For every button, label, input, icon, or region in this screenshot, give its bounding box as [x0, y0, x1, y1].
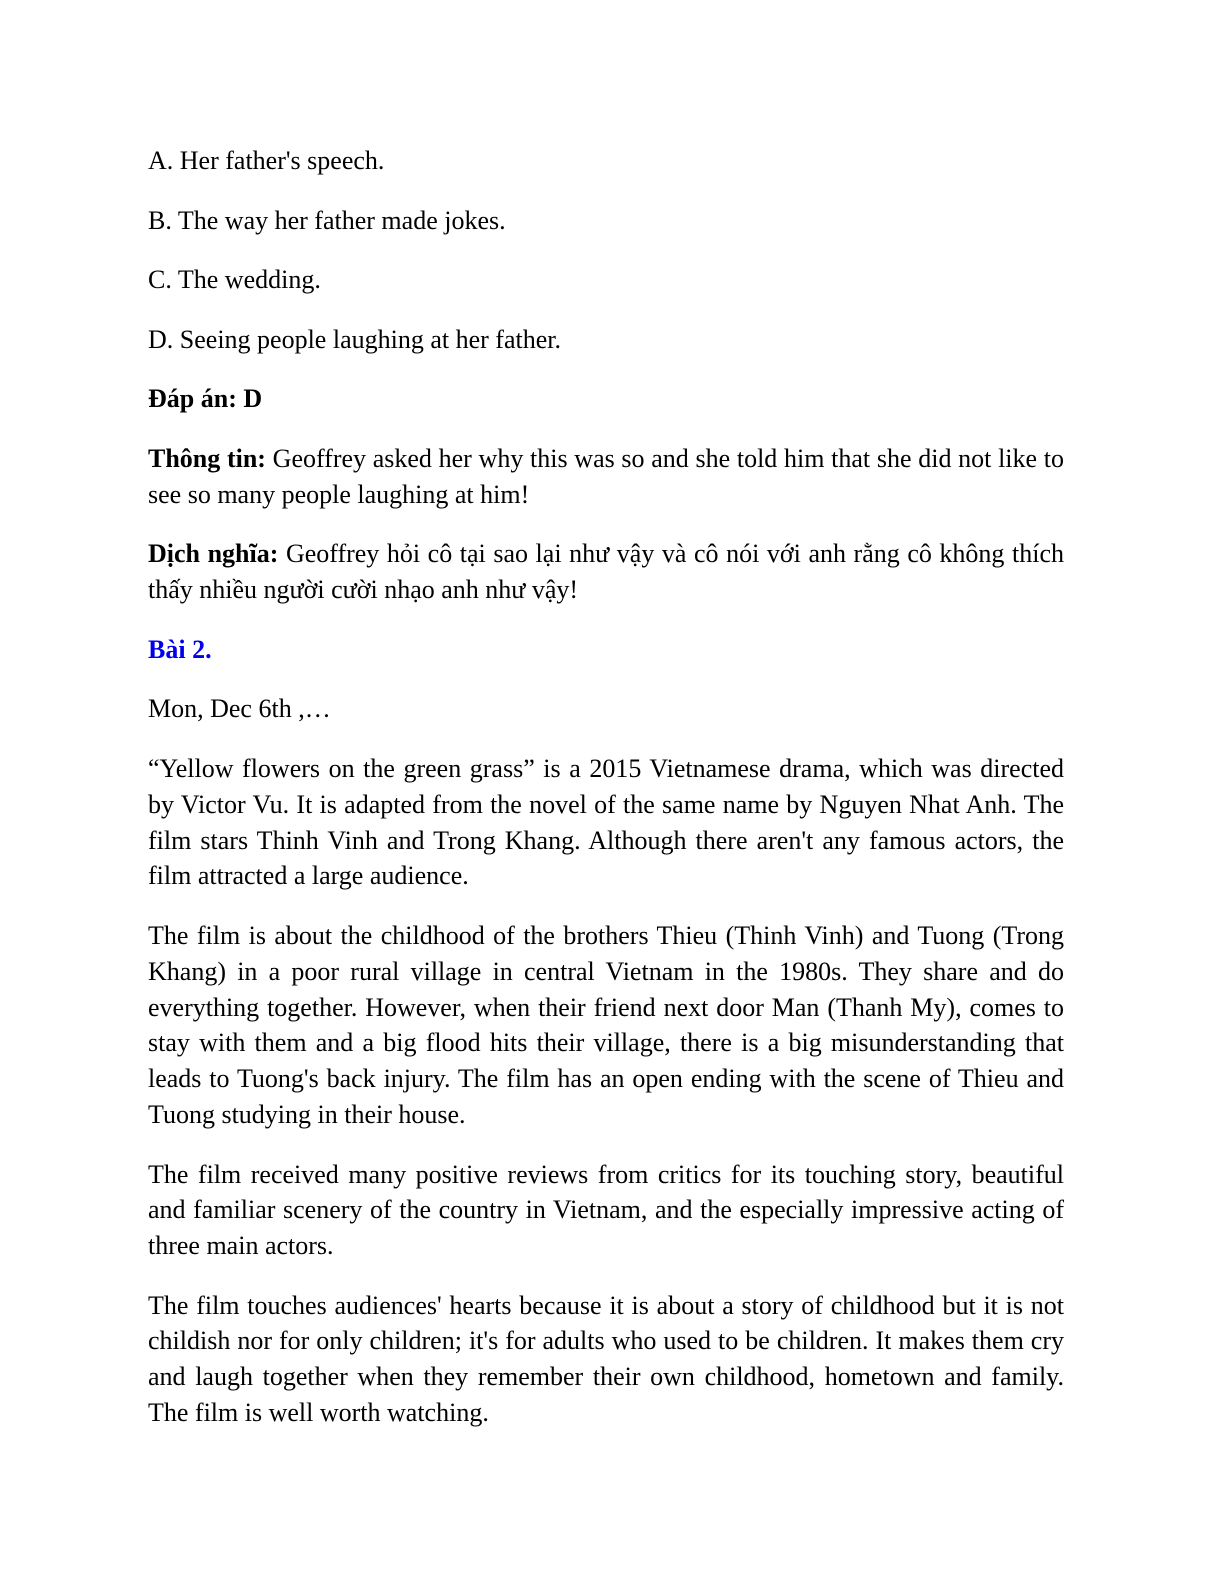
- translation-text: Geoffrey hỏi cô tại sao lại như vậy và cô nói với anh rằng cô không thích thấy nhiều người cười nhạo anh như vậy!: [148, 539, 1064, 605]
- info-text: Geoffrey asked her why this was so and she told him that she did not like to see so many people laughing at him!: [148, 443, 1064, 509]
- info-paragraph: [148, 441, 1064, 513]
- paragraph-intro: “Yellow flowers on the green grass” is a 2015 Vietnamese drama, which was directed by Victor Vu. It is adapted from the novel of the same name by Nguyen Nhat Anh. The film stars Thinh Vinh and Trong Khang. Although there aren't any famous actors, the film attracted a large audience.: [148, 753, 1064, 891]
- date-line: Mon, Dec 6th ,…: [148, 694, 331, 724]
- paragraph-reviews: The film received many positive reviews from critics for its touching story, beautiful and familiar scenery of the country in Vietnam, and the especially impressive acting of three main actors.: [148, 1159, 1064, 1261]
- answer-line: Đáp án: D: [148, 384, 263, 414]
- document-body: [148, 143, 1064, 1455]
- option-a: A. Her father's speech.: [148, 146, 385, 175]
- section-title: Bài 2.: [148, 634, 212, 664]
- paragraph-conclusion: The film touches audiences' hearts because it is about a story of childhood but it is not childish nor for only children; it's for adults who used to be children. It makes them cry and laugh together when they remember their own childhood, hometown and family. The film is well worth watching.: [148, 1290, 1064, 1428]
- translation-label: Dịch nghĩa:: [148, 539, 279, 569]
- paragraph-plot: The film is about the childhood of the brothers Thieu (Thinh Vinh) and Tuong (Trong Khang) in a poor rural village in central Vietnam in the 1980s. They share and do everything together. However, when their friend next door Man (Thanh My), comes to stay with them and a big flood hits their village, there is a big misunderstanding that leads to Tuong's back injury. The film has an open ending with the scene of Thieu and Tuong studying in their house.: [148, 920, 1064, 1129]
- option-c: C. The wedding.: [148, 265, 321, 295]
- translation-paragraph: [148, 536, 1064, 608]
- option-b: B. The way her father made jokes.: [148, 205, 506, 235]
- info-label: Thông tin:: [148, 443, 266, 473]
- option-d: D. Seeing people laughing at her father.: [148, 324, 561, 354]
